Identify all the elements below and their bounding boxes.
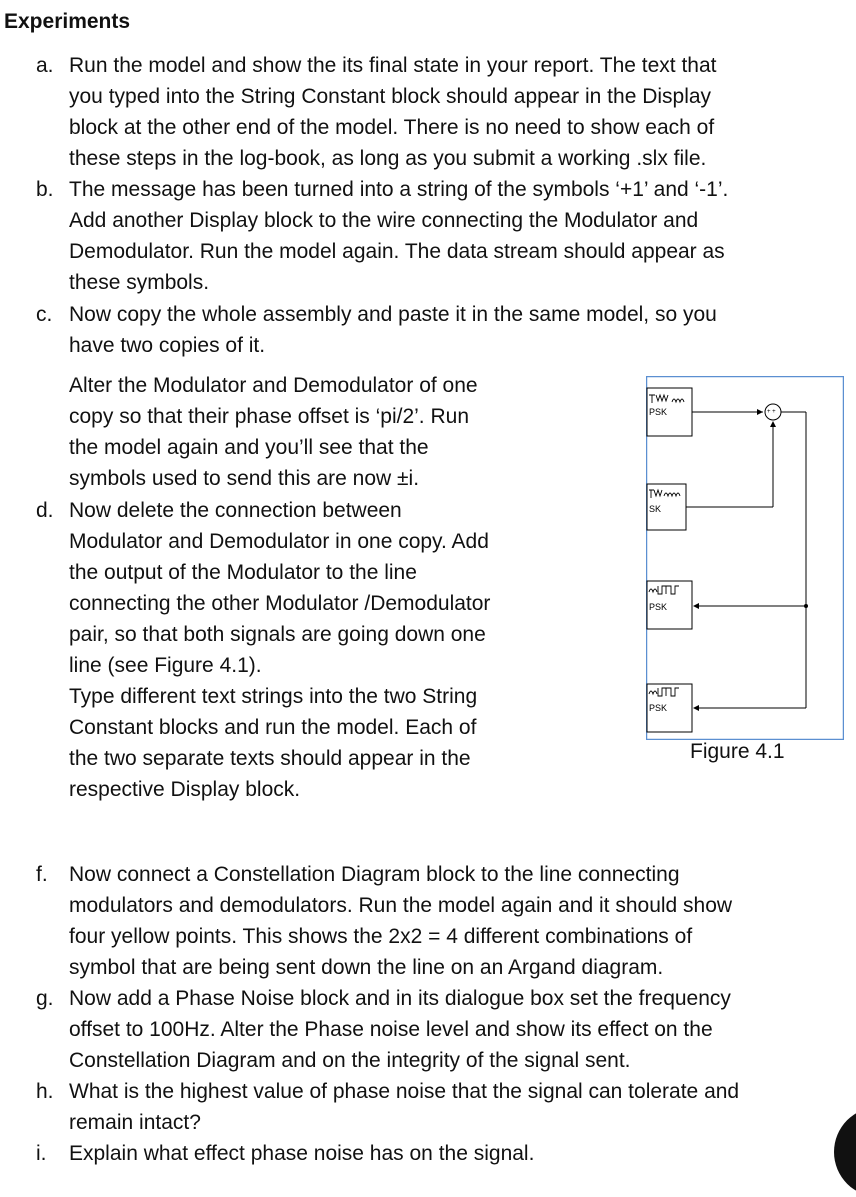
- item-d-line: respective Display block.: [69, 778, 301, 801]
- item-b-line: Demodulator. Run the model again. The data stream should appear as: [69, 240, 725, 263]
- psk-block-3: [647, 581, 692, 629]
- item-f-line: symbol that are being sent down the line on an Argand diagram.: [69, 956, 664, 979]
- item-g-line: offset to 100Hz. Alter the Phase noise level and show its effect on the: [69, 1018, 713, 1041]
- item-f-line: modulators and demodulators. Run the model again and it should show: [69, 894, 733, 917]
- item-f-line: four yellow points. This shows the 2x2 = 4 different combinations of: [69, 925, 693, 948]
- item-b-line: The message has been turned into a string of the symbols ‘+1’ and ‘-1’.: [69, 178, 729, 201]
- item-h-line: remain intact?: [69, 1111, 201, 1134]
- psk-block-1: [647, 388, 692, 436]
- item-d-line: Type different text strings into the two String: [69, 685, 478, 708]
- item-letter: i.: [36, 1142, 47, 1165]
- item-d-line: line (see Figure 4.1).: [69, 654, 262, 677]
- item-c-extra-line: symbols used to send this are now ±i.: [69, 467, 420, 490]
- item-b-line: Add another Display block to the wire connecting the Modulator and: [69, 209, 699, 232]
- wires: [686, 412, 806, 708]
- item-c-extra-line: copy so that their phase offset is ‘pi/2’. Run: [69, 405, 470, 428]
- item-a-line: block at the other end of the model. There is no need to show each of: [69, 116, 715, 139]
- item-letter: d.: [36, 499, 54, 522]
- item-d-line: the two separate texts should appear in the: [69, 747, 471, 770]
- item-letter: a.: [36, 54, 54, 77]
- item-d-line: Now delete the connection between: [69, 499, 402, 522]
- item-d-line: pair, so that both signals are going down one: [69, 623, 486, 646]
- arrow-left-icon: [693, 603, 699, 609]
- item-d-line: connecting the other Modulator /Demodulator: [69, 592, 491, 615]
- item-f-line: Now connect a Constellation Diagram block to the line connecting: [69, 863, 680, 886]
- arrow-left-icon: [693, 705, 699, 711]
- item-c-line: Now copy the whole assembly and paste it in the same model, so you: [69, 303, 717, 326]
- item-g-line: Now add a Phase Noise block and in its dialogue box set the frequency: [69, 987, 731, 1010]
- sum-signs: + +: [767, 409, 776, 415]
- corner-dark-shape: [834, 1107, 856, 1197]
- item-a-line: you typed into the String Constant block should appear in the Display: [69, 85, 712, 108]
- figure-caption: Figure 4.1: [690, 740, 785, 763]
- item-a-line: Run the model and show the its final state in your report. The text that: [69, 54, 717, 77]
- item-d-line: Modulator and Demodulator in one copy. Add: [69, 530, 489, 553]
- item-letter: c.: [36, 303, 53, 326]
- item-letter: f.: [36, 863, 48, 886]
- item-b-line: these symbols.: [69, 271, 210, 294]
- item-c-extra-line: the model again and you’ll see that the: [69, 436, 429, 459]
- block-label: PSK: [649, 703, 668, 713]
- item-d-line: the output of the Modulator to the line: [69, 561, 417, 584]
- arrowheads: [693, 409, 808, 711]
- item-c-extra-line: Alter the Modulator and Demodulator of one: [69, 374, 478, 397]
- item-letter: h.: [36, 1080, 54, 1103]
- item-letter: g.: [36, 987, 54, 1010]
- psk-block-4: [647, 684, 692, 732]
- figure-4-1-diagram: [646, 376, 844, 740]
- block-label: PSK: [649, 407, 668, 417]
- item-i-line: Explain what effect phase noise has on the signal.: [69, 1142, 535, 1165]
- block-label: SK: [649, 504, 662, 514]
- item-c-continuation: [69, 370, 478, 494]
- arrow-up-icon: [770, 421, 776, 427]
- junction-dot: [804, 604, 808, 608]
- item-h-line: What is the highest value of phase noise that the signal can tolerate and: [69, 1080, 740, 1103]
- item-a-line: these steps in the log-book, as long as you submit a working .slx file.: [69, 147, 707, 170]
- section-heading: Experiments: [4, 10, 131, 33]
- item-c-line: have two copies of it.: [69, 334, 266, 357]
- arrow-right-icon: [757, 409, 763, 415]
- psk-block-2: [647, 484, 686, 530]
- item-d-line: Constant blocks and run the model. Each of: [69, 716, 477, 739]
- block-label: PSK: [649, 602, 668, 612]
- item-letter: b.: [36, 178, 54, 201]
- item-g-line: Constellation Diagram and on the integrity of the signal sent.: [69, 1049, 631, 1072]
